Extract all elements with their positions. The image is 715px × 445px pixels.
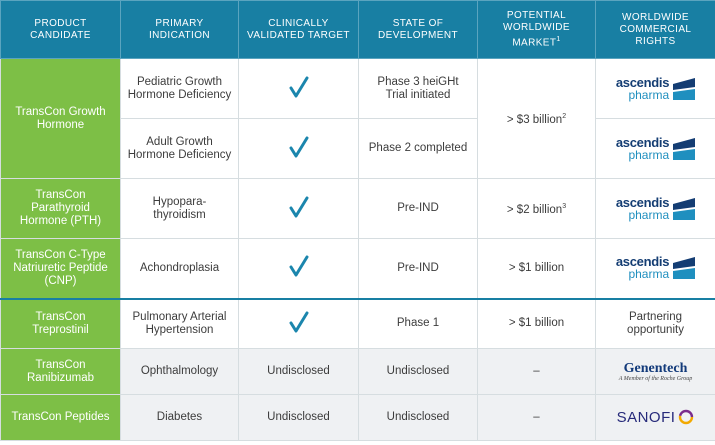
indication-cell: Ophthalmology	[121, 349, 239, 395]
header-worldwide-commercial-rights: WORLDWIDE COMMERCIAL RIGHTS	[596, 1, 715, 59]
ascendis-pharma-logo	[615, 194, 695, 222]
target-cell	[239, 239, 359, 299]
product-cell: TransCon Ranibizumab	[1, 349, 121, 395]
footnote-marker: 2	[562, 113, 567, 121]
state-cell: Undisclosed	[359, 349, 478, 395]
target-cell	[239, 59, 359, 119]
check-icon	[289, 136, 309, 162]
indication-cell: Diabetes	[121, 395, 239, 441]
state-cell: Pre-IND	[359, 179, 478, 239]
rights-cell: Partnering opportunity	[596, 299, 715, 349]
header-potential-worldwide-market	[478, 1, 596, 59]
genentech-logo	[619, 361, 692, 383]
rights-cell	[596, 59, 715, 119]
target-cell	[239, 119, 359, 179]
state-cell: Phase 3 heiGHt Trial initiated	[359, 59, 478, 119]
header-state-of-development: STATE OF DEVELOPMENT	[359, 1, 478, 59]
state-cell: Phase 2 completed	[359, 119, 478, 179]
market-value: > $2 billion	[506, 203, 563, 216]
genentech-name: Genentech	[623, 360, 688, 376]
header-primary-indication: PRIMARY INDICATION	[121, 1, 239, 59]
indication-cell: Hypopara-thyroidism	[121, 179, 239, 239]
ascendis-pharma-logo	[616, 256, 695, 280]
logo-text-line1: ascendis	[615, 254, 670, 270]
indication-cell: Pulmonary Arterial Hypertension	[121, 299, 239, 349]
check-icon	[289, 311, 309, 337]
sanofi-name: SANOFI	[616, 408, 676, 426]
target-cell	[239, 299, 359, 349]
logo-text-line2: pharma	[628, 87, 670, 102]
target-cell: Undisclosed	[239, 349, 359, 395]
footnote-marker: 3	[562, 203, 567, 211]
rights-cell	[596, 179, 715, 239]
state-cell: Pre-IND	[359, 239, 478, 299]
rights-cell	[596, 239, 715, 299]
header-product-candidate: PRODUCT CANDIDATE	[1, 1, 121, 59]
table-row	[1, 299, 715, 349]
table-row	[1, 179, 715, 239]
logo-text-line1: ascendis	[615, 74, 670, 90]
market-cell: > $1 billion	[478, 239, 596, 299]
rights-cell	[596, 395, 715, 441]
header-row	[1, 1, 715, 59]
market-value: > $3 billion	[506, 113, 563, 126]
market-cell: –	[478, 395, 596, 441]
ascendis-pharma-logo	[615, 74, 695, 102]
footnote-marker: 1	[556, 35, 561, 43]
header-market-label: POTENTIAL WORLDWIDE MARKET	[503, 9, 570, 49]
market-cell	[478, 59, 596, 179]
indication-cell: Adult Growth Hormone Deficiency	[121, 119, 239, 179]
ascendis-pharma-logo	[615, 134, 695, 162]
sanofi-logo	[617, 409, 695, 425]
market-cell	[478, 179, 596, 239]
product-cell: TransCon Peptides	[1, 395, 121, 441]
market-cell: > $1 billion	[478, 299, 596, 349]
logo-text-line2: pharma	[628, 147, 670, 162]
target-cell: Undisclosed	[239, 395, 359, 441]
table-row	[1, 395, 715, 441]
logo-text-line1: ascendis	[615, 194, 670, 210]
check-icon	[289, 76, 309, 102]
table-row	[1, 59, 715, 119]
indication-cell: Achondroplasia	[121, 239, 239, 299]
check-icon	[289, 255, 309, 281]
target-cell	[239, 179, 359, 239]
check-icon	[289, 196, 309, 222]
product-cell: TransCon Growth Hormone	[1, 59, 121, 179]
rights-cell	[596, 119, 715, 179]
product-cell: TransCon Parathyroid Hormone (PTH)	[1, 179, 121, 239]
logo-text-line2: pharma	[628, 267, 670, 282]
logo-text-line1: ascendis	[615, 134, 670, 150]
table-row	[1, 239, 715, 299]
product-cell: TransCon C-Type Natriuretic Peptide (CNP)	[1, 239, 121, 299]
state-cell: Undisclosed	[359, 395, 478, 441]
state-cell: Phase 1	[359, 299, 478, 349]
header-clinically-validated-target: CLINICALLY VALIDATED TARGET	[239, 1, 359, 59]
market-cell: –	[478, 349, 596, 395]
genentech-tagline: A Member of the Roche Group	[618, 375, 693, 382]
rights-cell	[596, 349, 715, 395]
indication-cell: Pediatric Growth Hormone Deficiency	[121, 59, 239, 119]
table-row	[1, 349, 715, 395]
product-cell: TransCon Treprostinil	[1, 299, 121, 349]
logo-text-line2: pharma	[628, 207, 670, 222]
